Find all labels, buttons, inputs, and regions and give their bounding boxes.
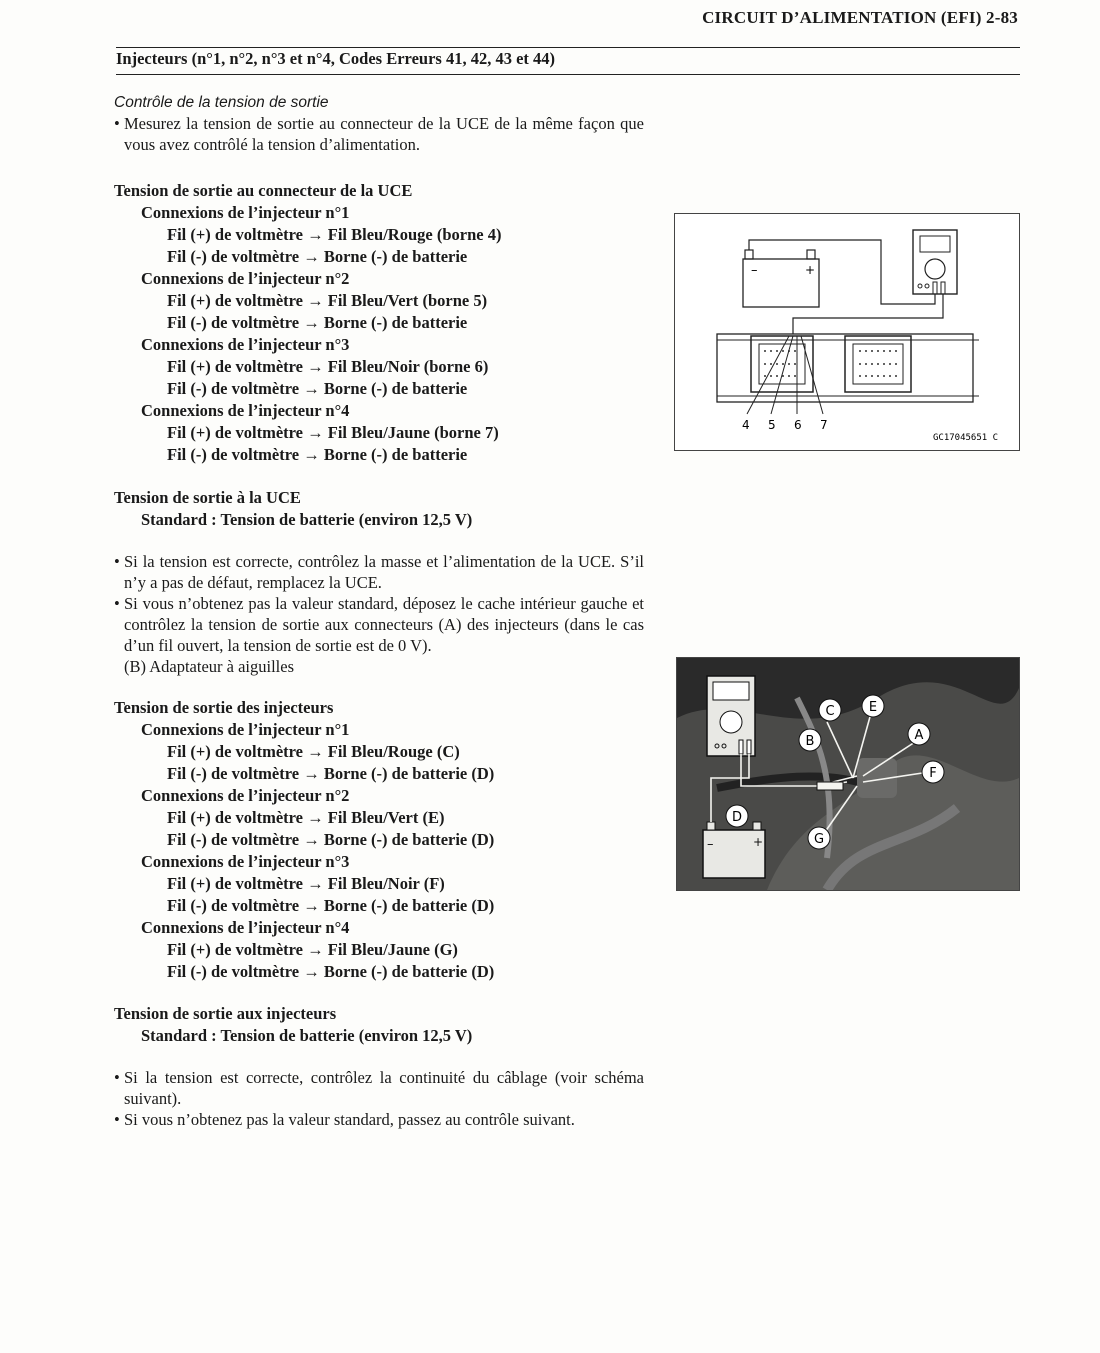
- block2-plus: Fil (+) de voltmètre → Fil Bleu/Rouge (C): [167, 742, 460, 761]
- bullet-dot: •: [114, 1068, 120, 1087]
- label-B: B: [805, 734, 815, 749]
- label-G: G: [813, 832, 825, 847]
- std2-title: Tension de sortie aux injecteurs: [114, 1004, 337, 1023]
- pin-label: 6: [794, 418, 802, 432]
- bullet-dot: •: [114, 114, 120, 133]
- wire-negative: [749, 240, 935, 304]
- label-E: E: [868, 700, 878, 715]
- label-C: C: [825, 704, 835, 719]
- std1-value: Standard : Tension de batterie (environ 12,5 V): [141, 510, 473, 529]
- block1-title: Tension de sortie au connecteur de la UCE: [114, 181, 413, 200]
- intro-bullet-text: Mesurez la tension de sortie au connecteur de la UCE de la même façon que vous avez contrôlé la tension d’alimentation.: [124, 114, 644, 154]
- wire-positive: [793, 294, 943, 334]
- intro-bullet: [114, 113, 644, 155]
- bullet-item: [114, 551, 644, 593]
- block1-group-head: Connexions de l’injecteur n°2: [141, 269, 350, 288]
- bullet-text: Si la tension est correcte, contrôlez la continuité du câblage (voir schéma suivant).: [124, 1068, 644, 1108]
- output-ecu-block: [114, 180, 644, 466]
- block2-minus: Fil (-) de voltmètre → Borne (-) de batterie (D): [167, 962, 495, 981]
- block2-group-head: Connexions de l’injecteur n°4: [141, 918, 350, 937]
- bullet-item: [114, 1109, 644, 1130]
- block2-group-head: Connexions de l’injecteur n°2: [141, 786, 350, 805]
- bullet-dot: •: [114, 594, 120, 613]
- block1-plus: Fil (+) de voltmètre → Fil Bleu/Noir (borne 6): [167, 357, 489, 376]
- block2-plus: Fil (+) de voltmètre → Fil Bleu/Vert (E): [167, 808, 445, 827]
- standard-injectors: [114, 1003, 644, 1047]
- block1-group-head: Connexions de l’injecteur n°4: [141, 401, 350, 420]
- intro-block: [114, 92, 644, 155]
- bullet-item: [114, 593, 644, 656]
- block2-minus: Fil (-) de voltmètre → Borne (-) de batterie (D): [167, 764, 495, 783]
- std2-value: Standard : Tension de batterie (environ 12,5 V): [141, 1026, 473, 1045]
- block2-plus: Fil (+) de voltmètre → Fil Bleu/Jaune (G): [167, 940, 458, 959]
- bullet-dot: •: [114, 1110, 120, 1129]
- battery-plus-label: +: [805, 263, 816, 277]
- block2-minus: Fil (-) de voltmètre → Borne (-) de batterie (D): [167, 830, 495, 849]
- block1-minus: Fil (-) de voltmètre → Borne (-) de batterie: [167, 247, 468, 266]
- battery-icon: [743, 250, 819, 307]
- multimeter-icon: [913, 230, 957, 294]
- battery-plus-label: +: [753, 835, 764, 849]
- ecu-unit: [717, 334, 979, 402]
- standard-ecu: [114, 487, 644, 531]
- battery-minus-label: –: [751, 263, 758, 278]
- block1-minus: Fil (-) de voltmètre → Borne (-) de batterie: [167, 445, 468, 464]
- block1-group-head: Connexions de l’injecteur n°3: [141, 335, 350, 354]
- block1-minus: Fil (-) de voltmètre → Borne (-) de batterie: [167, 379, 468, 398]
- pin-label: 4: [742, 418, 750, 432]
- needle-adapter: [817, 782, 843, 790]
- adapter-note: (B) Adaptateur à aiguilles: [124, 657, 294, 676]
- std1-title: Tension de sortie à la UCE: [114, 488, 301, 507]
- block1-plus: Fil (+) de voltmètre → Fil Bleu/Rouge (borne 4): [167, 225, 502, 244]
- block2-title: Tension de sortie des injecteurs: [114, 698, 334, 717]
- block2-minus: Fil (-) de voltmètre → Borne (-) de batterie (D): [167, 896, 495, 915]
- ecu-wiring-figure: [674, 213, 1020, 451]
- block1-plus: Fil (+) de voltmètre → Fil Bleu/Vert (borne 5): [167, 291, 488, 310]
- block2-plus: Fil (+) de voltmètre → Fil Bleu/Noir (F): [167, 874, 445, 893]
- block1-minus: Fil (-) de voltmètre → Borne (-) de batterie: [167, 313, 468, 332]
- bullets-ecu: [114, 551, 644, 677]
- pin-label: 7: [820, 418, 828, 432]
- figure-code: GC17045651 C: [933, 433, 999, 443]
- bullet-text: Si la tension est correcte, contrôlez la masse et l’alimentation de la UCE. S’il n’y a pas de défaut, remplacez la UCE.: [124, 552, 644, 592]
- bullets-injectors: [114, 1067, 644, 1130]
- injector-test-photo: [676, 657, 1020, 891]
- section-title: Injecteurs (n°1, n°2, n°3 et n°4, Codes Erreurs 41, 42, 43 et 44): [116, 49, 556, 68]
- connector-pins: [764, 350, 897, 377]
- output-injectors-block: [114, 697, 644, 983]
- label-F: F: [929, 766, 937, 781]
- block1-group-head: Connexions de l’injecteur n°1: [141, 203, 350, 222]
- bullet-text: Si vous n’obtenez pas la valeur standard, passez au contrôle suivant.: [124, 1110, 575, 1129]
- intro-heading: Contrôle de la tension de sortie: [114, 94, 329, 111]
- block2-group-head: Connexions de l’injecteur n°1: [141, 720, 350, 739]
- block2-group-head: Connexions de l’injecteur n°3: [141, 852, 350, 871]
- bullet-dot: •: [114, 552, 120, 571]
- multimeter-icon: [707, 676, 755, 756]
- bullet-text: Si vous n’obtenez pas la valeur standard, déposez le cache intérieur gauche et contrôlez la tension de sortie aux connecteurs (A) des injecteurs (dans le cas d’un fil ouvert, la tension de sortie est de 0 V).: [124, 594, 644, 655]
- battery-minus-label: –: [707, 837, 714, 852]
- ecu-wiring-diagram: [675, 214, 1019, 450]
- bullet-item: [114, 1067, 644, 1109]
- label-A: A: [914, 728, 924, 743]
- block1-plus: Fil (+) de voltmètre → Fil Bleu/Jaune (borne 7): [167, 423, 499, 442]
- pin-label: 5: [768, 418, 776, 432]
- page-header: CIRCUIT D’ALIMENTATION (EFI) 2-83: [702, 8, 1018, 27]
- injector-photo-illustration: [677, 658, 1019, 890]
- label-D: D: [731, 810, 743, 825]
